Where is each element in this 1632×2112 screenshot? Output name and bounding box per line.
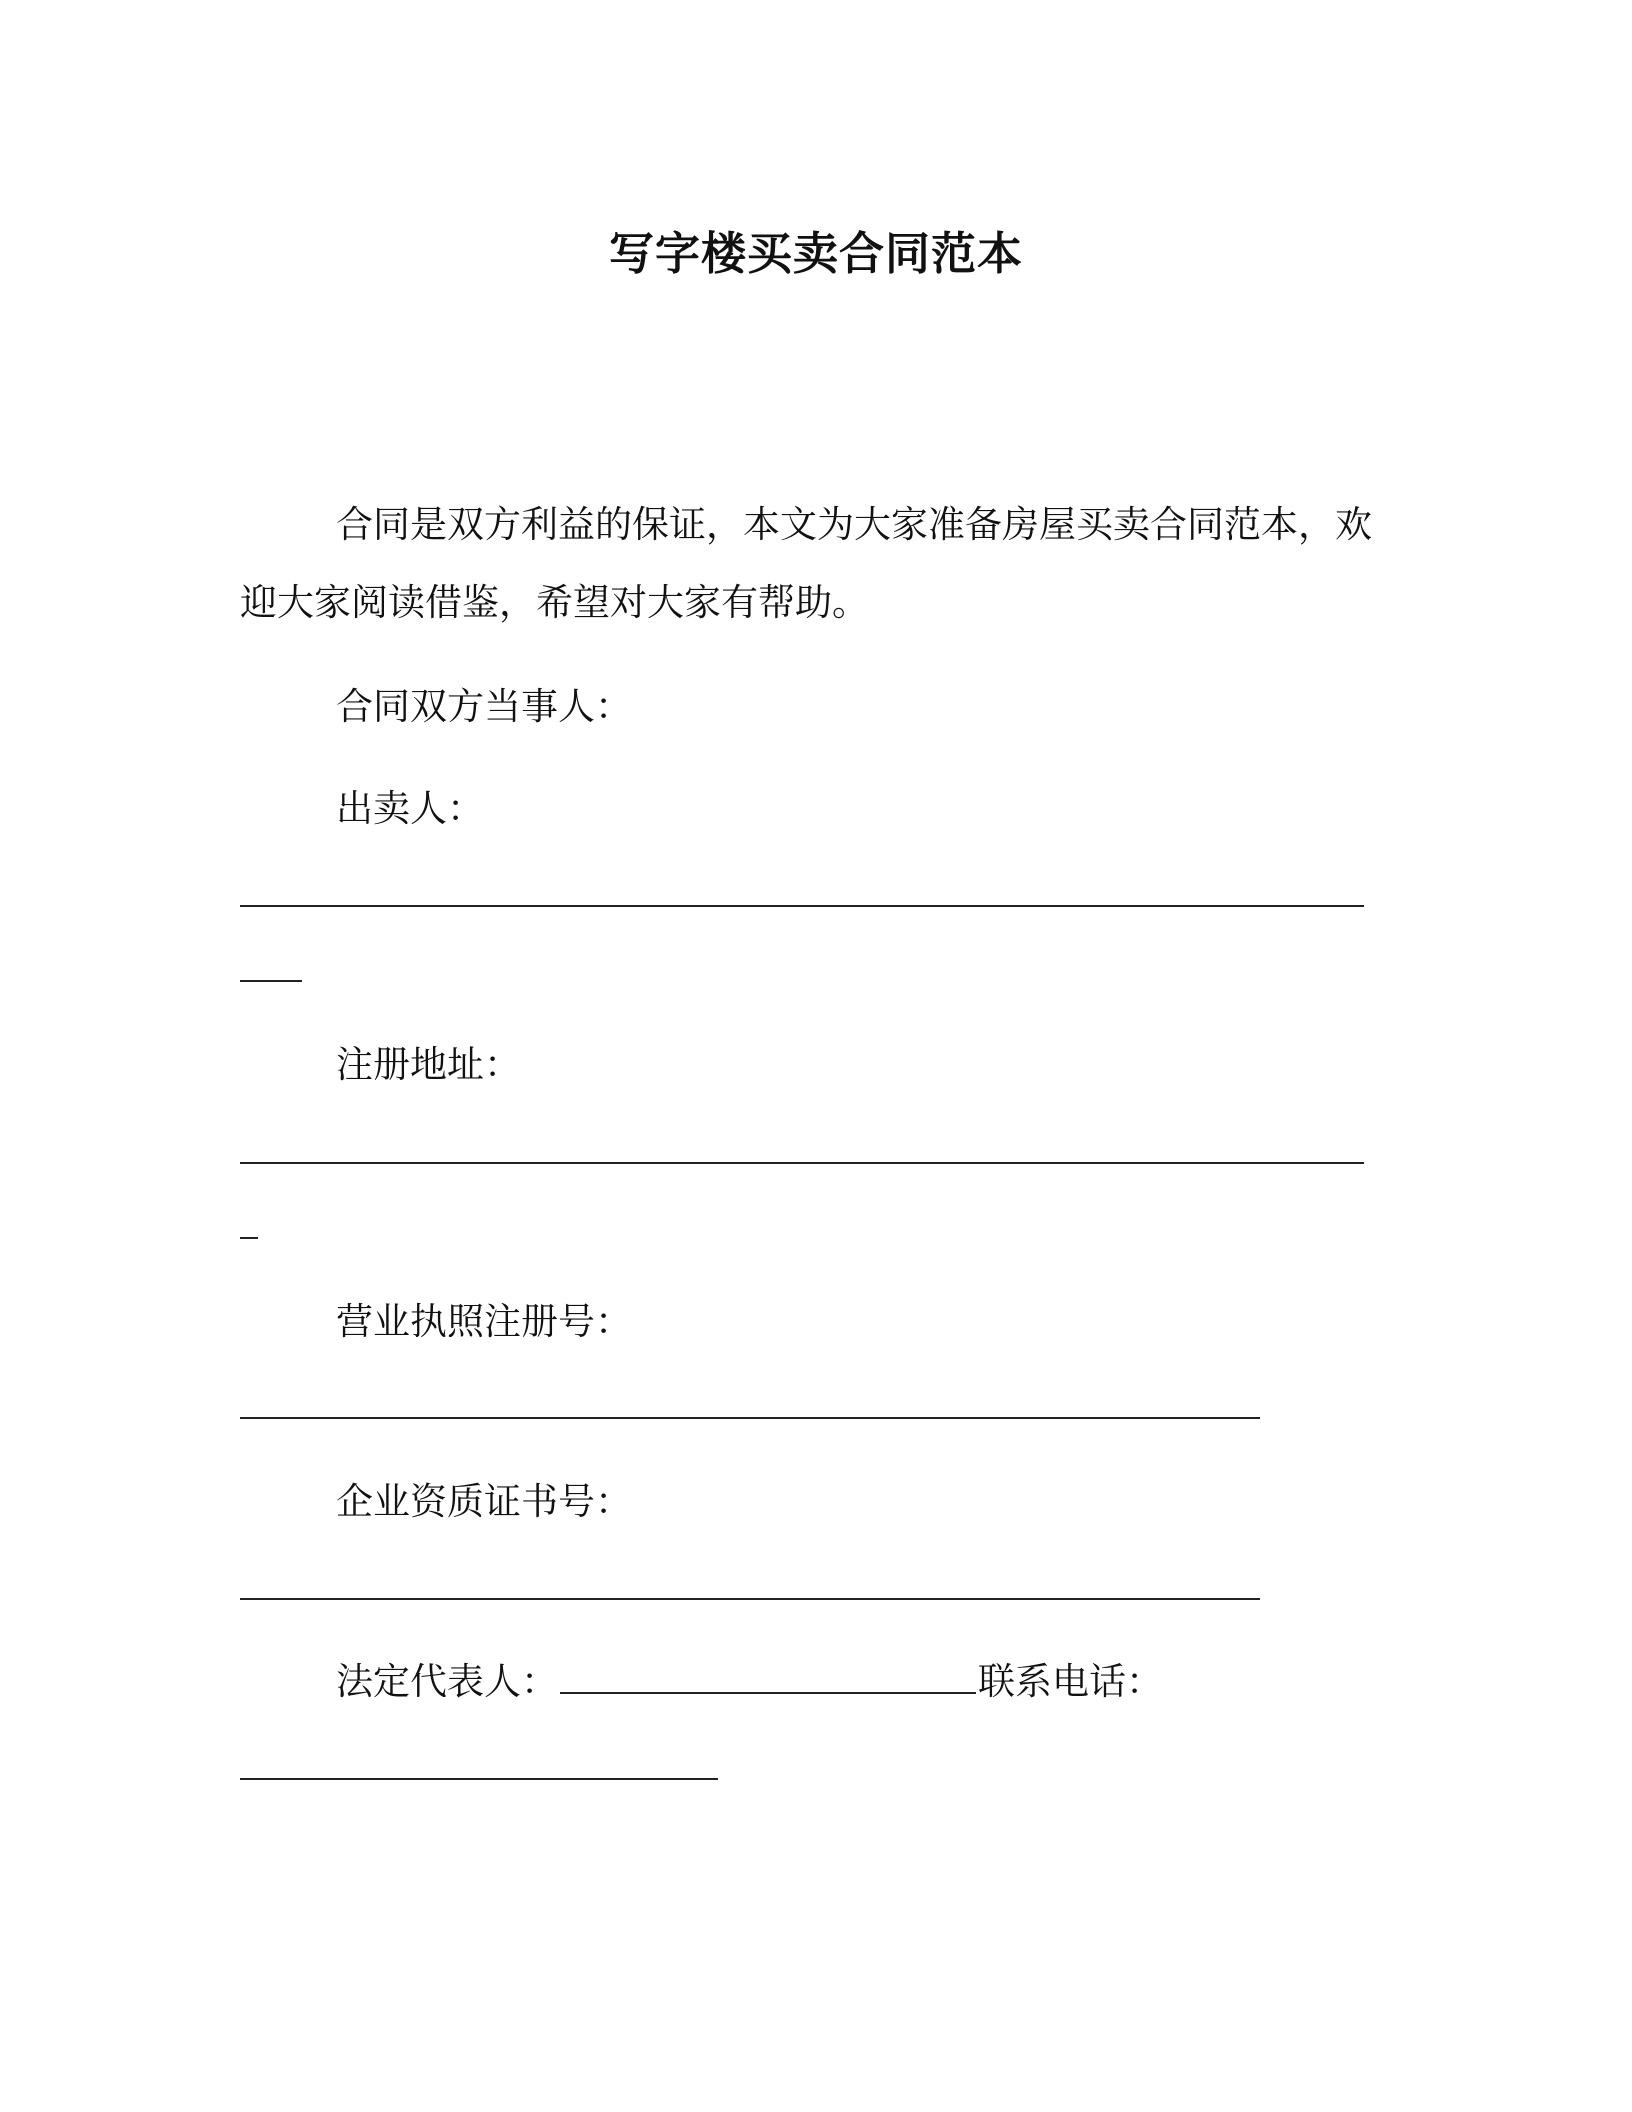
intro-paragraph: 合同是双方利益的保证，本文为大家准备房屋买卖合同范本，欢迎大家阅读借鉴，希望对大家有帮助。 <box>240 503 1372 624</box>
document-title: 写字楼买卖合同范本 <box>608 227 1023 280</box>
qualification-cert-label: 企业资质证书号： <box>336 1480 632 1523</box>
registered-address-blank-line-2 <box>240 1237 258 1239</box>
seller-label: 出卖人： <box>336 787 484 830</box>
parties-heading: 合同双方当事人： <box>336 685 632 728</box>
business-license-blank-line <box>240 1417 1260 1419</box>
registered-address-blank-line-1 <box>240 1162 1364 1164</box>
seller-blank-line-2 <box>240 980 302 982</box>
business-license-label: 营业执照注册号： <box>336 1300 632 1343</box>
contact-phone-blank-line <box>240 1778 718 1780</box>
registered-address-label: 注册地址： <box>336 1043 521 1086</box>
legal-representative-blank <box>560 1660 976 1694</box>
contact-phone-label: 联系电话： <box>978 1660 1163 1703</box>
qualification-cert-blank-line <box>240 1598 1260 1600</box>
seller-blank-line-1 <box>240 905 1364 907</box>
legal-representative-label: 法定代表人： <box>336 1660 558 1703</box>
legal-representative-row <box>336 1657 1163 1707</box>
